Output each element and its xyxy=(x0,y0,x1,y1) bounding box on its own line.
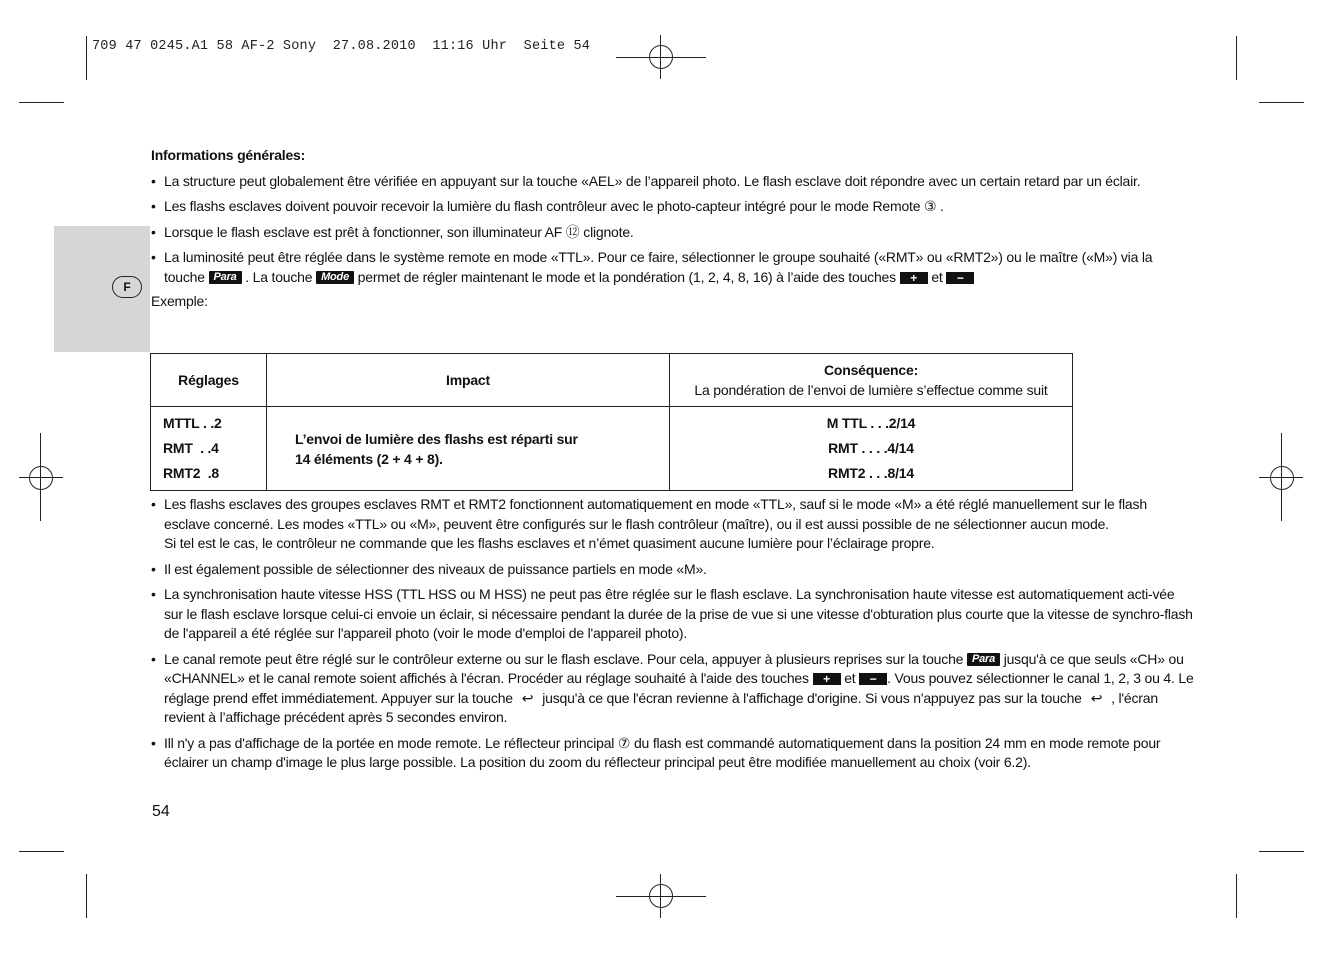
minus-key-icon: − xyxy=(859,673,887,685)
list-item: • Les flashs esclaves doivent pouvoir recevoir la lumière du flash contrôleur avec le photo-capteur intégré pour le mode Remote ③ . xyxy=(151,197,1196,217)
list-item: • La luminosité peut être réglée dans le système remote en mode «TTL». Pour ce faire, sélectionner le groupe souhaité («RMT» ou «RMT2») ou le maître («M») via la touche Para . La touche Mode permet de régler maintenant le mode et la pondération (1, 2, 4, 8, 16) à l’aide des touches + et − xyxy=(151,248,1196,287)
list-item: • Ill n'y a pas d'affichage de la portée en mode remote. Le réflecteur principal ⑦ du flash est commandé automatiquement dans la position 24 mm en mode remote pour éclairer un champ d'image le plus large possible. La position du zoom du réflecteur principal peut être modifiée manuellement au choix (voir 6.2). xyxy=(151,734,1196,773)
column-header: Conséquence: La pondération de l’envoi de lumière s’effectue comme suit xyxy=(670,354,1073,407)
crop-mark xyxy=(1259,851,1304,852)
consequence-cell: M TTL . . .2/14 RMT . . . .4/14 RMT2 . . .8/14 xyxy=(670,407,1073,491)
para-key-icon: Para xyxy=(209,271,242,284)
remote-notes-section xyxy=(151,495,1196,779)
crop-mark xyxy=(86,874,87,918)
general-info-section xyxy=(151,146,1196,312)
column-header: Réglages xyxy=(151,354,267,407)
plus-key-icon: + xyxy=(900,272,928,284)
list-item: • Lorsque le flash esclave est prêt à fonctionner, son illuminateur AF ⑫ clignote. xyxy=(151,223,1196,243)
minus-key-icon: − xyxy=(946,272,974,284)
list-item: • La synchronisation haute vitesse HSS (TTL HSS ou M HSS) ne peut pas être réglée sur le flash esclave. La synchronisation haute vitesse est automatiquement acti-vée sur le flash esclave lorsque celui-ci envoie un éclair, si nécessaire pendant la durée de la prise de vue si une vitesse d'obturation plus courte que la vitesse de synchro-flash de l'appareil a été réglée sur l'appareil photo (voir le mode d'emploi de l'appareil photo). xyxy=(151,585,1196,644)
column-header: Impact xyxy=(267,354,670,407)
table-header-row xyxy=(151,354,1073,407)
example-table xyxy=(150,353,1073,491)
reference-number: ⑫ xyxy=(565,223,580,240)
para-key-icon: Para xyxy=(967,653,1000,666)
impact-cell: L’envoi de lumière des flashs est réparti sur 14 éléments (2 + 4 + 8). xyxy=(267,407,670,491)
crop-mark xyxy=(1259,102,1304,103)
list-item: • La structure peut globalement être vérifiée en appuyant sur la touche «AEL» de l’appareil photo. Le flash esclave doit répondre avec un certain retard par un éclair. xyxy=(151,172,1196,192)
example-label: Exemple: xyxy=(151,293,208,309)
print-header: 709 47 0245.A1 58 AF-2 Sony 27.08.2010 11:16 Uhr Seite 54 xyxy=(92,39,591,54)
reference-number: ⑦ xyxy=(617,734,631,751)
return-key-icon: ↩ xyxy=(521,689,534,706)
language-badge: F xyxy=(112,276,142,298)
crop-mark xyxy=(1236,36,1237,80)
list-item: • Les flashs esclaves des groupes esclaves RMT et RMT2 fonctionnent automatiquement en mode «TTL», sauf si le mode «M» a été réglé manuellement sur le flash esclave concerné. Les modes «TTL» ou «M», peuvent être configurés sur le flash contrôleur (maître), ou il est aussi possible de ne sélectionner aucun mode. Si tel est le cas, le contrôleur ne commande que les flashs esclaves et n’émet quasiment aucune lumière pour l’éclairage propre. xyxy=(151,495,1196,554)
settings-cell: MTTL . .2 RMT . .4 RMT2 .8 xyxy=(151,407,267,491)
list-item: • Le canal remote peut être réglé sur le contrôleur externe ou sur le flash esclave. Pour cela, appuyer à plusieurs reprises sur la touche Para jusqu'à ce que seuls «CH» ou «CHANNEL» et le canal remote soient affichés à l'écran. Procéder au réglage souhaité à l'aide des touches + et − . Vous pouvez sélectionner le canal 1, 2, 3 ou 4. Le réglage prend effet immédiatement. Appuyer sur la touche ↩ jusqu'à ce que l'écran revienne à l'affichage d'origine. Si vous n'appuyez pas sur la touche ↩ , l'écran revient à l’affichage précédent après 5 secondes environ. xyxy=(151,650,1196,728)
crop-mark xyxy=(19,102,64,103)
mode-key-icon: Mode xyxy=(316,271,354,284)
return-key-icon: ↩ xyxy=(1090,689,1103,706)
list-item: • Il est également possible de sélectionner des niveaux de puissance partiels en mode «M». xyxy=(151,560,1196,580)
crop-mark xyxy=(1236,874,1237,918)
page-number: 54 xyxy=(152,803,170,820)
crop-mark xyxy=(86,36,87,80)
crop-mark xyxy=(19,851,64,852)
section-heading: Informations générales: xyxy=(151,147,306,163)
reference-number: ③ xyxy=(924,198,937,214)
table-row xyxy=(151,407,1073,491)
plus-key-icon: + xyxy=(813,673,841,685)
